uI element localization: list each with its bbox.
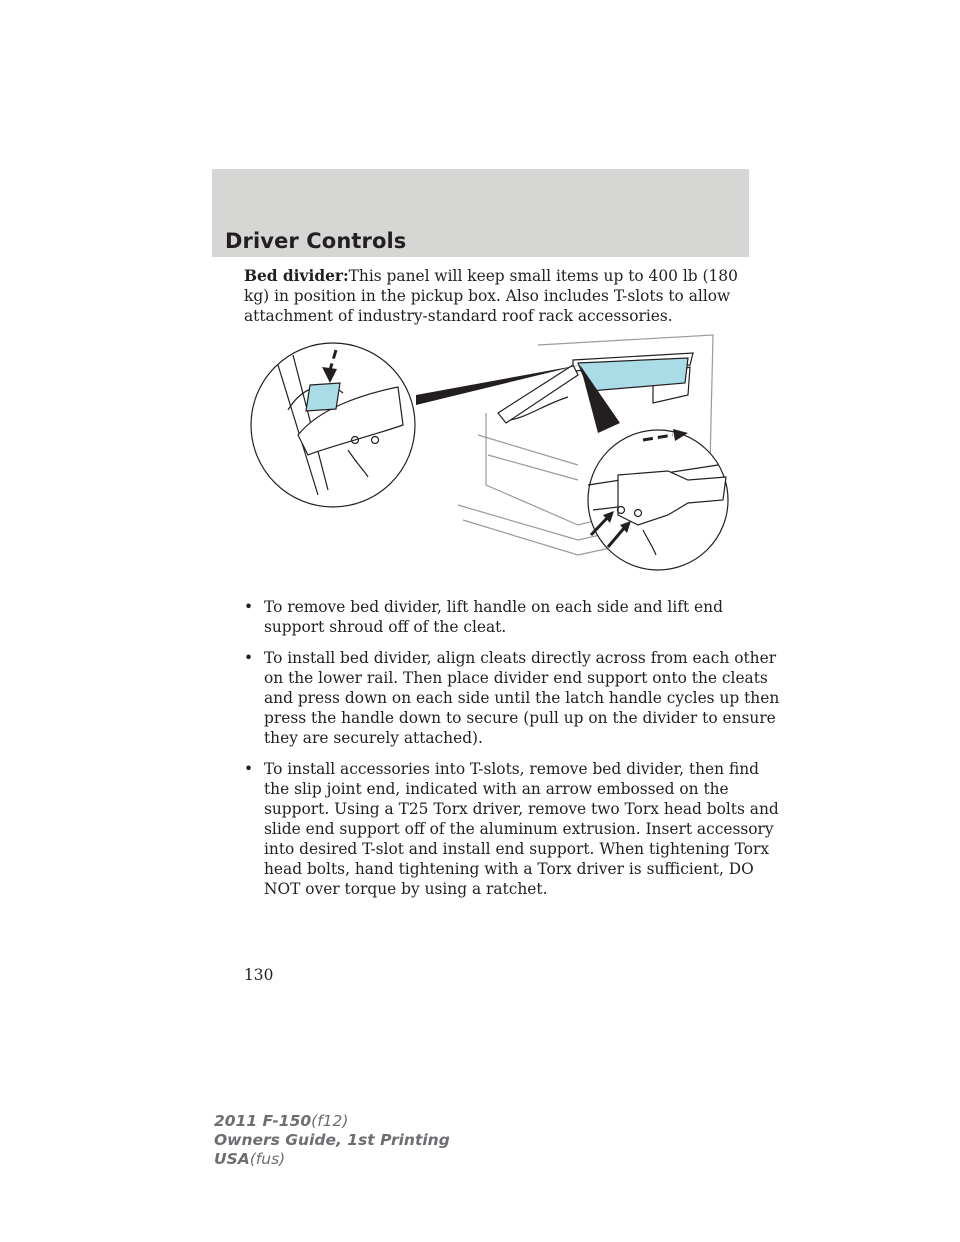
list-item	[244, 648, 784, 748]
instruction-list	[244, 597, 784, 910]
footer-model-code: (f12)	[311, 1112, 349, 1130]
bullet-symbol: •	[244, 760, 254, 778]
bullet-symbol: •	[244, 649, 254, 667]
section-title: Driver Controls	[225, 229, 407, 253]
list-item-text: To install accessories into T-slots, remove bed divider, then find the slip joint end, indicated with an arrow embossed on the support. Using a T25 Torx driver, remove two Torx head bolts and slide end support off of the aluminum extrusion. Insert accessory into desired T-slot and install end support. When tightening Torx head bolts, hand tightening with a Torx driver is sufficient, DO NOT over torque by using a ratchet.	[264, 760, 779, 898]
footer-market: USA	[214, 1150, 250, 1168]
page-number: 130	[244, 966, 274, 984]
intro-term: Bed divider:	[244, 267, 349, 285]
intro-text: This panel will keep small items up to 400 lb (180 kg) in position in the pickup box. Also includes T-slots to allow attachment of industry-standard roof rack accessories.	[244, 267, 738, 325]
document-footer	[214, 1112, 450, 1169]
list-item-text: To remove bed divider, lift handle on each side and lift end support shroud off of the cleat.	[264, 598, 723, 636]
bed-divider-illustration	[248, 325, 738, 575]
list-item	[244, 597, 784, 637]
section-header-band	[212, 169, 749, 257]
footer-model: 2011 F-150	[214, 1112, 312, 1130]
list-item-text: To install bed divider, align cleats directly across from each other on the lower rail. Then place divider end support onto the cleats and press down on each side until the latch handle cycles up then press the handle down to secure (pull up on the divider to ensure they are securely attached).	[264, 649, 780, 747]
bullet-symbol: •	[244, 598, 254, 616]
detail-circle-right	[588, 429, 728, 570]
detail-circle-left	[251, 343, 415, 507]
footer-printing: Owners Guide, 1st Printing	[214, 1131, 450, 1149]
footer-market-code: (fus)	[249, 1150, 286, 1168]
list-item	[244, 759, 784, 899]
intro-paragraph	[244, 266, 764, 326]
